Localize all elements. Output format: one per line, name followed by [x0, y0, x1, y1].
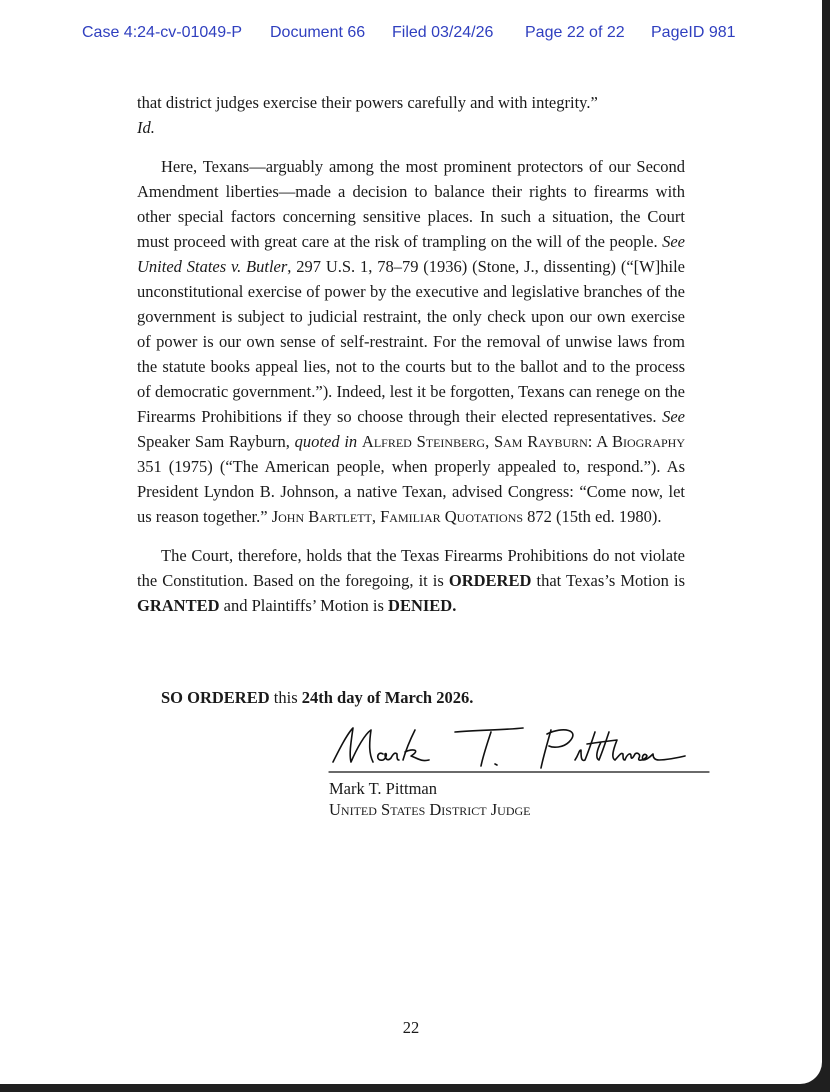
id-citation: Id.	[137, 118, 155, 137]
paragraph-2: Here, Texans—arguably among the most prominent protectors of our Second Amendment liberties—made a decision to balance their rights to firearms with other special factors concerning sensitive places. In such a situation, the Court must proceed with great care at the risk of trampling on the will of the people. See United States v. Butler, 297 U.S. 1, 78–79 (1936) (Stone, J., dissenting) (“[W]hile unconstitutional exercise of power by the executive and legislative branches of the government is subject to judicial restraint, the only check upon our own exercise of power is our own sense of self-restraint. For the removal of unwise laws from the statute books appeal lies, not to the courts but to the ballot and to the process of democratic government.”). Indeed, lest it be forgotten, Texans can renege on the Firearms Prohibitions if they so choose through their elected representatives. See Speaker Sam Rayburn, quoted in Alfred Steinberg, Sam Rayburn: A Biography 351 (1975) (“The American people, when properly appealed to, respond.”). As President Lyndon B. Johnson, a native Texan, advised Congress: “Come now, let us reason together.” John Bartlett, Familiar Quotations 872 (15th ed. 1980).	[137, 157, 685, 526]
judge-title: United States District Judge	[329, 800, 531, 819]
case-citation: See United States v. Butler	[137, 232, 685, 276]
document-number: Document 66	[270, 24, 366, 41]
filed-date: Filed 03/24/26	[392, 24, 494, 41]
so-ordered-line: SO ORDERED this 24th day of March 2026.	[161, 688, 474, 707]
case-number: Case 4:24-cv-01049-P	[82, 24, 243, 41]
signature-block	[329, 778, 531, 820]
page-number: 22	[402, 1018, 420, 1037]
opinion-body	[137, 90, 685, 632]
page-id: PageID 981	[651, 24, 736, 41]
book-citation: Alfred Steinberg, Sam Rayburn: A Biography	[361, 432, 685, 451]
judge-name: Mark T. Pittman	[329, 779, 438, 798]
paragraph-1: that district judges exercise their powers carefully and with integrity.” Id.	[137, 93, 598, 137]
page-count: Page 22 of 22	[525, 24, 625, 41]
book-citation: John Bartlett, Familiar Quotations	[271, 507, 524, 526]
case-header	[0, 24, 822, 44]
signature-image	[325, 720, 715, 780]
paragraph-3: The Court, therefore, holds that the Texas Firearms Prohibitions do not violate the Constitution. Based on the foregoing, it is ORDERED that Texas’s Motion is GRANTED and Plaintiffs’ Motion is DENIED.	[137, 546, 685, 615]
